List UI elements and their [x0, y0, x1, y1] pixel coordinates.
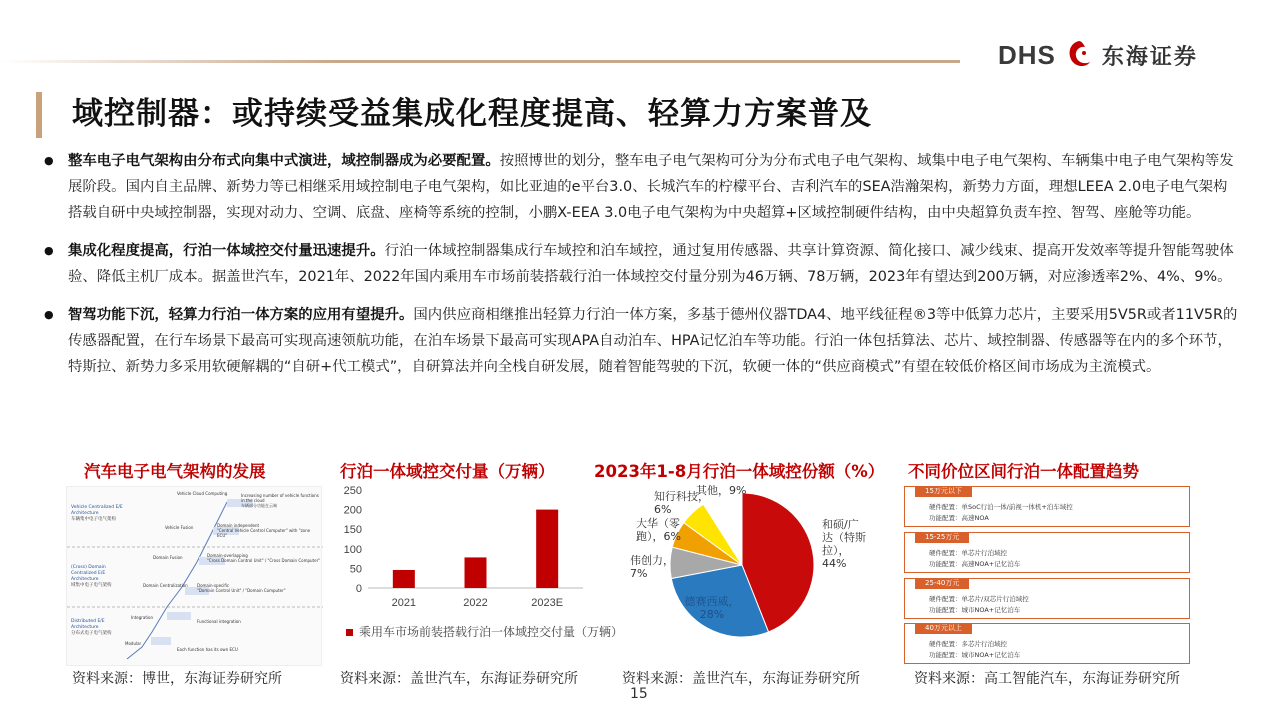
step-label: Domain Fusion	[153, 555, 183, 560]
legend-swatch	[346, 629, 353, 636]
stage-label: (Cross) Domain Centralized E/E Architecture	[71, 565, 106, 582]
slice-label: 德赛西威，	[684, 595, 740, 608]
y-tick-label: 50	[349, 563, 362, 576]
bullet-lead: 集成化程度提高，行泊一体域控交付量迅速提升。	[68, 243, 385, 259]
bullet-lead: 智驾功能下沉，轻算力行泊一体方案的应用有望提升。	[68, 307, 414, 323]
diagram-note: Domain-overlapping	[207, 553, 248, 558]
header-rule	[0, 60, 960, 63]
logo	[998, 38, 1198, 72]
tier-line: 功能配置：高速NOA+记忆泊车	[929, 560, 1021, 568]
logo-latin: DHS	[998, 39, 1056, 70]
slice-label: 44%	[822, 557, 847, 570]
trend-tier	[904, 486, 1190, 527]
step-label: Domain Centralization	[143, 583, 188, 588]
slice-label: 伟创力，	[630, 554, 674, 567]
tier-line: 硬件配置：单芯片/双芯片行泊域控	[929, 595, 1029, 603]
section-title-architecture: 汽车电子电气架构的发展	[84, 462, 266, 481]
x-tick-label: 2023E	[531, 597, 564, 609]
title-accent-bar	[36, 92, 42, 138]
tier-line: 功能配置：城市NOA+记忆泊车	[929, 651, 1021, 659]
trend-tier	[904, 532, 1190, 573]
config-trend	[904, 486, 1190, 664]
slice-label: 达（特斯	[822, 531, 866, 544]
source-note: 资料来源：高工智能汽车，东海证券研究所	[914, 671, 1180, 687]
stage-label: Vehicle Centralized E/E Architecture	[71, 505, 123, 516]
bar	[536, 510, 558, 588]
tier-head: 40万元以上	[915, 623, 972, 634]
diagram-note: "Domain Control Unit" / "Domain Computer"	[197, 588, 286, 593]
y-tick-label: 250	[343, 485, 362, 497]
diagram-note: "Cross Domain Control Unit" / "Cross Domain Computer"	[207, 558, 321, 563]
diagram-note: Domain independent	[217, 523, 260, 528]
slice-label: 知行科技，	[654, 490, 709, 503]
diagram-note: 车辆部分功能在云端	[241, 503, 277, 508]
diagram-note: Functional integration	[197, 619, 241, 624]
delivery-bar-chart	[338, 484, 588, 614]
slice-label: 6%	[654, 503, 672, 516]
slice-label: 大华（零	[636, 517, 680, 530]
diagram-note: Each function has its own ECU	[177, 647, 238, 652]
stage-label: 分布式电子电气架构	[71, 631, 112, 636]
step-label: Vehicle Fusion	[165, 525, 194, 530]
bullet-text: 国内供应商相继推出轻算力行泊一体方案，多基于德州仪器TDA4、地平线征程®3等中低算力芯片，主要采用5V5R或者11V5R的传感器配置，在行车场景下最高可实现高速领航功能，在泊车场景下最高可实现APA自动泊车、HPA记忆泊车等功能。行泊一体包括算法、芯片、域控制器、传感器等在内的多个环节，特斯拉、新势力多采用软硬解耦的“自研+代工模式”，自研算法并向全栈自研发展，随着智能驾驶的下沉，软硬一体的“供应商模式”有望在较低价格区间市场成为主流模式。	[68, 307, 1238, 375]
slice-label: 和硕/广	[822, 518, 859, 531]
bullet-lead: 整车电子电气架构由分布式向集中式演进，域控制器成为必要配置。	[68, 153, 500, 169]
slice-label: 拉），	[822, 544, 850, 557]
stage-label: 域集中电子电气架构	[71, 583, 112, 588]
bar	[393, 570, 415, 588]
y-tick-label: 100	[343, 543, 362, 556]
stage-label: 车辆集中电子电气架构	[71, 517, 116, 522]
legend-label: 乘用车市场前装搭载行泊一体域控交付量（万辆）	[359, 625, 624, 639]
tier-line: 功能配置：城市NOA+记忆泊车	[929, 606, 1021, 614]
logo-cn: 东海证券	[1101, 44, 1198, 70]
slice-label: 跑），6%	[636, 530, 681, 543]
bar-legend	[346, 624, 623, 641]
tier-head: 15万元以下	[915, 486, 972, 497]
tier-line: 功能配置：高速NOA	[929, 514, 989, 522]
bullet-text: 按照博世的划分，整车电子电气架构可分为分布式电子电气架构、域集中电子电气架构、车辆集中电子电气架构等发展阶段。国内自主品牌、新势力等已相继采用域控制电子电气架构，如比亚迪的e平台3.0、长城汽车的柠檬平台、吉利汽车的SEA浩瀚架构，新势力方面，理想LEEA 2.0电子电气架构搭载自研中央域控制器，实现对动力、空调、底盘、座椅等系统的控制，小鹏X-EEA 3.0电子电气架构为中央超算+区域控制硬件结构，由中央超算负责车控、智驾、座舱等功能。	[68, 153, 1234, 221]
tier-line: 硬件配置：单芯片行泊域控	[929, 549, 1007, 557]
step-label: Modular	[125, 641, 142, 646]
step-label: Integration	[131, 615, 154, 620]
tier-head: 25-40万元	[915, 578, 969, 589]
bar	[465, 557, 487, 588]
tier-line: 硬件配置：单SoC行泊一体/前视一体机+泊车域控	[929, 503, 1073, 511]
slice-label: 其他，9%	[696, 484, 747, 497]
diagram-note: Increasing number of vehicle functions in the cloud	[241, 493, 319, 503]
page-title: 域控制器：或持续受益集成化程度提高、轻算力方案普及	[72, 96, 872, 132]
source-note: 资料来源：盖世汽车，东海证券研究所	[340, 671, 578, 687]
bullet-item	[44, 302, 1240, 380]
stage-label: Distributed E/E Architecture	[71, 619, 105, 630]
x-tick-label: 2022	[463, 597, 488, 609]
bullet-item	[44, 148, 1240, 226]
section-title-trend: 不同价位区间行泊一体配置趋势	[908, 462, 1139, 481]
trend-tier	[904, 578, 1190, 619]
bullet-item	[44, 238, 1240, 290]
section-title-delivery: 行泊一体域控交付量（万辆）	[340, 462, 555, 481]
section-title-share: 2023年1-8月行泊一体域控份额（%）	[594, 462, 885, 481]
y-tick-label: 0	[355, 583, 362, 595]
diagram-note: Domain-specific	[197, 583, 230, 588]
tier-line: 硬件配置：多芯片行泊域控	[929, 640, 1007, 648]
page-number: 15	[630, 686, 648, 702]
source-note: 资料来源：博世，东海证券研究所	[72, 671, 282, 687]
step-label: Vehicle Cloud Computing	[177, 491, 228, 496]
dragon-icon	[1064, 38, 1094, 72]
x-tick-label: 2021	[391, 597, 417, 609]
share-pie-chart	[600, 480, 900, 670]
trend-tier	[904, 623, 1190, 664]
slice-label: 28%	[699, 608, 725, 621]
tier-head: 15-25万元	[915, 532, 969, 543]
slice-label: 7%	[630, 567, 648, 580]
y-tick-label: 200	[343, 504, 362, 517]
y-tick-label: 150	[343, 524, 362, 537]
bullet-list	[44, 148, 1240, 392]
architecture-diagram	[66, 486, 322, 666]
diagram-note: "Central Vehicle Control Computer" with "zone ECU"	[217, 528, 311, 538]
source-note: 资料来源：盖世汽车，东海证券研究所	[622, 671, 860, 687]
bullet-text: 行泊一体域控制器集成行车域控和泊车域控，通过复用传感器、共享计算资源、简化接口、减少线束、提高开发效率等提升智能驾驶体验、降低主机厂成本。据盖世汽车，2021年、2022年国内乘用车市场前装搭载行泊一体域控交付量分别为46万辆、78万辆，2023年有望达到200万辆，对应渗透率2%、4%、9%。	[68, 243, 1234, 285]
